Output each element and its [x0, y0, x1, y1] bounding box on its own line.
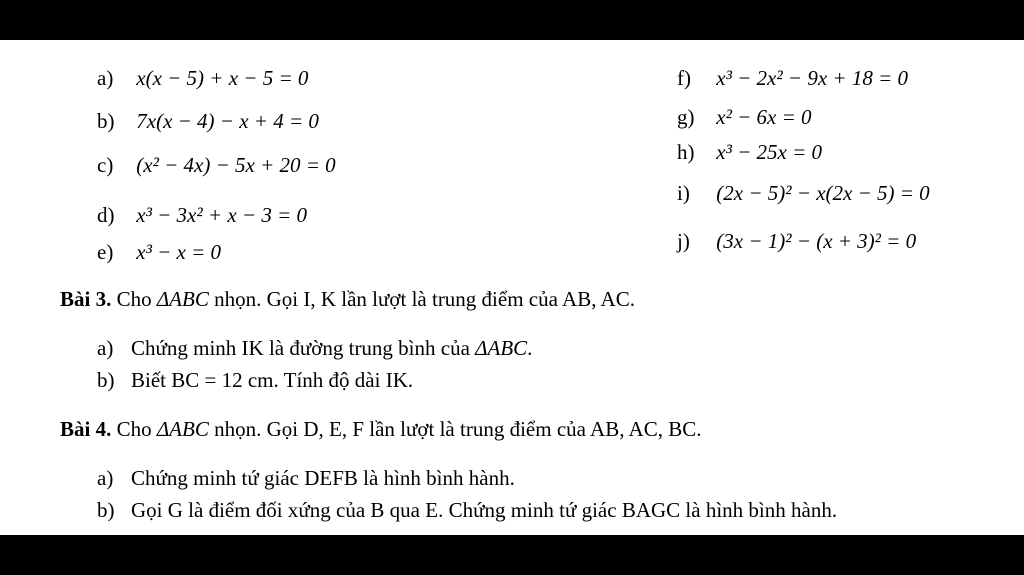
equation-g: [677, 104, 812, 130]
bai3-part-b: [97, 367, 413, 393]
equation-e: [97, 239, 221, 265]
statement-text: Cho: [116, 417, 152, 441]
bai3-part-a: [97, 335, 532, 361]
equation-expr: 7x(x − 4) − x + 4 = 0: [136, 109, 319, 133]
equation-expr: x³ − 25x = 0: [716, 140, 823, 164]
equation-expr: (3x − 1)² − (x + 3)² = 0: [716, 229, 917, 253]
part-text: Gọi G là điểm đối xứng của B qua E. Chứng minh tứ giác BAGC là hình bình hành.: [131, 498, 838, 522]
equation-h: [677, 139, 822, 165]
part-label: a): [97, 336, 114, 360]
equation-expr: x³ − 2x² − 9x + 18 = 0: [716, 66, 908, 90]
equation-b: [97, 108, 319, 134]
bai4-part-a: [97, 465, 515, 491]
equation-expr: x³ − 3x² + x − 3 = 0: [136, 203, 307, 227]
equation-expr: x² − 6x = 0: [716, 105, 812, 129]
equation-label: b): [97, 109, 115, 133]
equation-expr: x³ − x = 0: [136, 240, 222, 264]
equation-expr: (2x − 5)² − x(2x − 5) = 0: [716, 181, 930, 205]
part-label: b): [97, 498, 115, 522]
equation-c: [97, 152, 336, 178]
equation-label: g): [677, 105, 695, 129]
document-page: [0, 40, 1024, 535]
statement-text: nhọn. Gọi D, E, F lần lượt là trung điểm của AB, AC, BC.: [214, 417, 702, 441]
exercise-title: Bài 3.: [60, 287, 112, 311]
statement-text: Cho: [116, 287, 152, 311]
equation-label: c): [97, 153, 114, 177]
equation-label: f): [677, 66, 691, 90]
equation-j: [677, 228, 916, 254]
equation-label: d): [97, 203, 115, 227]
bottom-letterbox: [0, 535, 1024, 575]
equation-expr: x(x − 5) + x − 5 = 0: [136, 66, 309, 90]
exercise-title: Bài 4.: [60, 417, 112, 441]
equation-label: i): [677, 181, 690, 205]
part-label: b): [97, 368, 115, 392]
statement-text: nhọn. Gọi I, K lần lượt là trung điểm của AB, AC.: [214, 287, 635, 311]
bai3-statement: [60, 286, 635, 312]
triangle-symbol: ΔABC: [475, 336, 528, 360]
equation-d: [97, 202, 307, 228]
equation-label: j): [677, 229, 690, 253]
equation-label: e): [97, 240, 114, 264]
equation-a: [97, 65, 308, 91]
top-letterbox: [0, 0, 1024, 40]
equation-i: [677, 180, 930, 206]
equation-expr: (x² − 4x) − 5x + 20 = 0: [136, 153, 336, 177]
part-label: a): [97, 466, 114, 490]
part-text: .: [527, 336, 533, 360]
equation-label: a): [97, 66, 114, 90]
bai4-statement: [60, 416, 702, 442]
bai4-part-b: [97, 497, 837, 523]
part-text: Biết BC = 12 cm. Tính độ dài IK.: [131, 368, 414, 392]
triangle-symbol: ΔABC: [156, 287, 209, 311]
equation-label: h): [677, 140, 695, 164]
part-text: Chứng minh tứ giác DEFB là hình bình hành.: [131, 466, 515, 490]
equation-f: [677, 65, 908, 91]
triangle-symbol: ΔABC: [156, 417, 209, 441]
part-text: Chứng minh IK là đường trung bình của: [131, 336, 470, 360]
